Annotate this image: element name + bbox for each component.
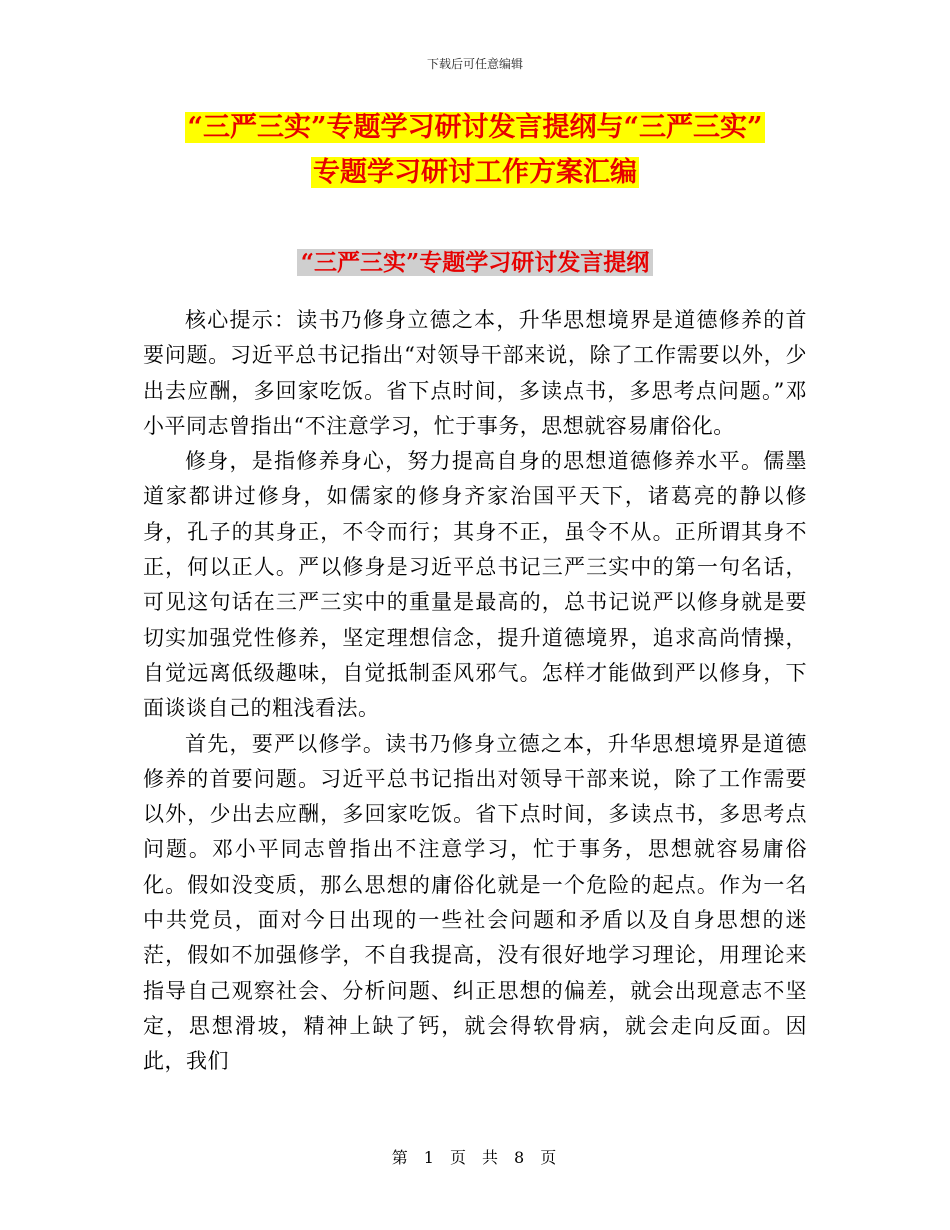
footer-prefix: 第 (391, 1148, 410, 1167)
document-title-line-1 (0, 108, 950, 148)
paragraph-self-cultivation: 修身，是指修养身心，努力提高自身的思想道德修养水平。儒墨道家都讲过修身，如儒家的修身齐家治国平天下，诸葛亮的静以修身，孔子的其身正，不令而行；其身不正，虽令不从。正所谓其身不正，何以正人。严以修身是习近平总书记三严三实中的第一句名话，可见这句话在三严三实中的重量是最高的，总书记说严以修身就是要切实加强党性修养，坚定理想信念，提升道德境界，追求高尚情操，自觉远离低级趣味，自觉抵制歪风邪气。怎样才能做到严以修身，下面谈谈自己的粗浅看法。 (143, 449, 807, 721)
page-footer (0, 1145, 950, 1168)
body-text (143, 303, 807, 1080)
section-heading (0, 245, 950, 281)
document-title-line-2 (0, 153, 950, 193)
footer-page-label: 页 (449, 1148, 468, 1167)
paragraph-strict-study: 首先，要严以修学。读书乃修身立德之本，升华思想境界是道德修养的首要问题。习近平总书记指出对领导干部来说，除了工作需要以外，少出去应酬，多回家吃饭。省下点时间，多读点书，多思考点问题。邓小平同志曾指出不注意学习，忙于事务，思想就容易庸俗化。假如没变质，那么思想的庸俗化就是一个危险的起点。作为一名中共党员，面对今日出现的一些社会问题和矛盾以及自身思想的迷茫，假如不加强修学，不自我提高，没有很好地学习理论，用理论来指导自己观察社会、分析问题、纠正思想的偏差，就会出现意志不坚定，思想滑坡，精神上缺了钙，就会得软骨病，就会走向反面。因此，我们 (143, 731, 807, 1074)
footer-page-number: 1 (423, 1148, 436, 1167)
header-note: 下载后可任意编辑 (426, 57, 523, 71)
paragraph-core-tip: 核心提示：读书乃修身立德之本，升华思想境界是道德修养的首要问题。习近平总书记指出“对领导干部来说，除了工作需要以外，少出去应酬，多回家吃饭。省下点时间，多读点书，多思考点问题。”邓小平同志曾指出“不注意学习，忙于事务，思想就容易庸俗化。 (143, 308, 807, 438)
document-title-line-2-text: 专题学习研讨工作方案汇编 (313, 157, 637, 188)
footer-total-label: 共 (482, 1148, 501, 1167)
footer-total-pages: 8 (514, 1148, 527, 1167)
document-title-line-1-text: “三严三实”专题学习研讨发言提纲与“三严三实” (187, 112, 763, 143)
section-heading-text: “三严三实”专题学习研讨发言提纲 (297, 249, 653, 276)
footer-suffix: 页 (540, 1148, 559, 1167)
